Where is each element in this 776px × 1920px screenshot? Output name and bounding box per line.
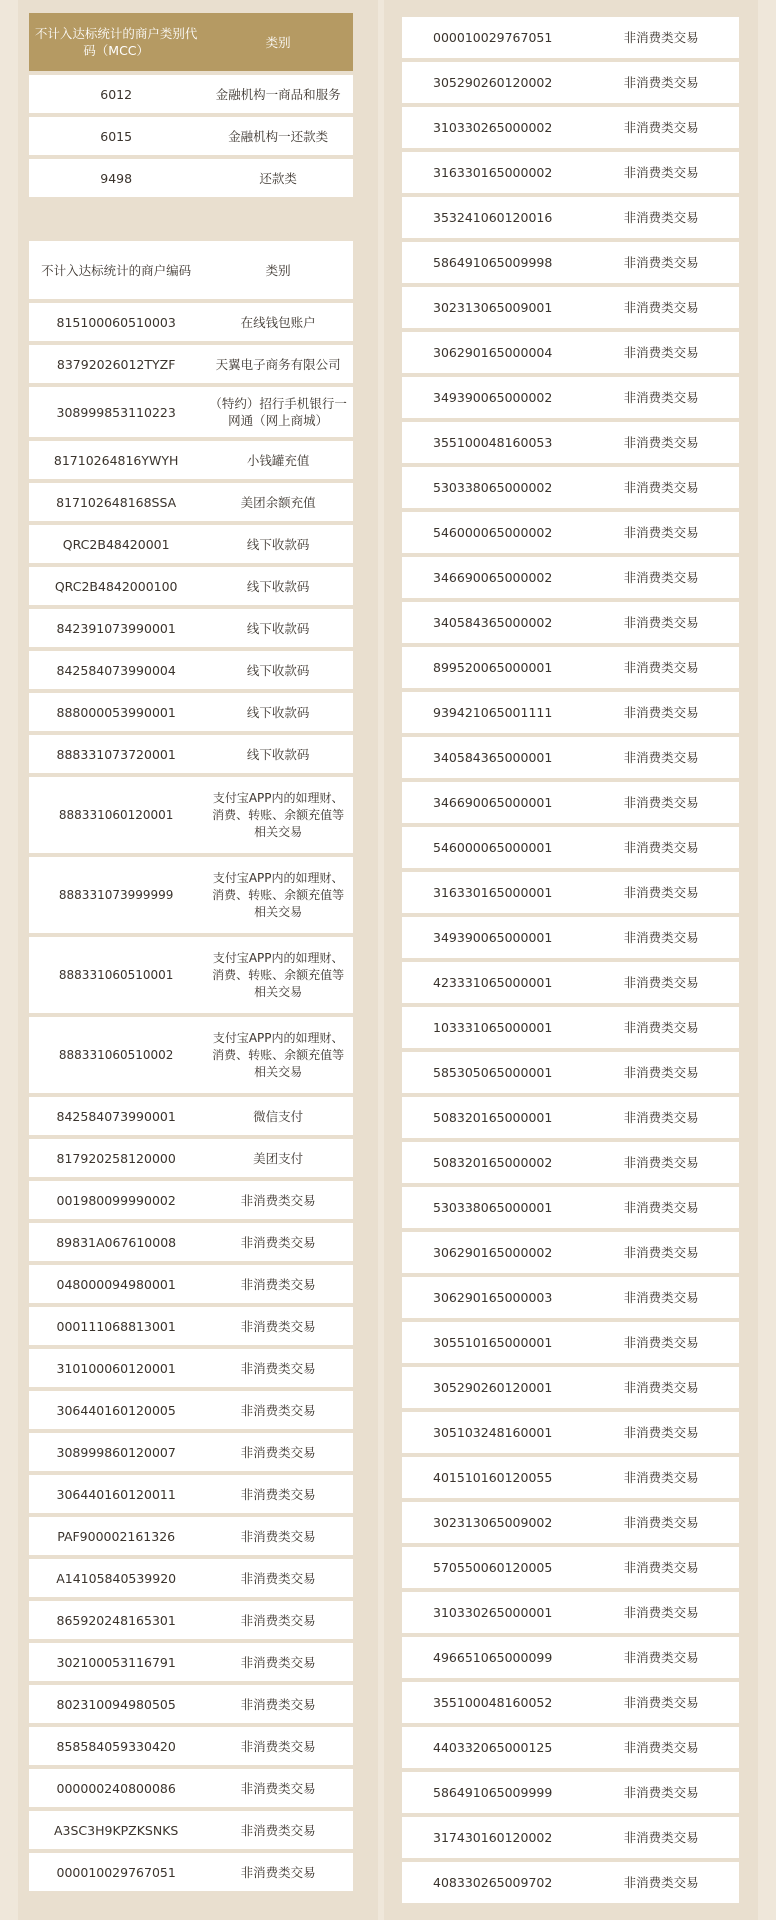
merchant-row	[402, 1502, 739, 1543]
merchant-row	[402, 197, 739, 238]
category-cell: 非消费类交易	[583, 557, 739, 598]
category-cell: 非消费类交易	[583, 1052, 739, 1093]
category-cell: 非消费类交易	[203, 1811, 353, 1849]
merchant-row	[402, 242, 739, 283]
code-cell: 546000065000001	[402, 827, 583, 868]
category-cell: 金融机构一商品和服务	[203, 75, 353, 113]
code-cell: 815100060510003	[29, 303, 203, 341]
category-cell: 非消费类交易	[203, 1517, 353, 1555]
code-cell: 306290165000003	[402, 1277, 583, 1318]
category-cell: 非消费类交易	[203, 1475, 353, 1513]
code-cell: 440332065000125	[402, 1727, 583, 1768]
category-cell: 非消费类交易	[203, 1391, 353, 1429]
merchant-row	[402, 1232, 739, 1273]
merchant-row	[402, 1862, 739, 1903]
category-cell: 非消费类交易	[583, 1682, 739, 1723]
mcc-row	[29, 159, 353, 197]
spacer-cell	[203, 201, 353, 237]
category-cell: 线下收款码	[203, 735, 353, 773]
category-cell: 非消费类交易	[583, 467, 739, 508]
category-cell: 非消费类交易	[583, 1502, 739, 1543]
merchant-row	[402, 152, 739, 193]
code-cell: 939421065001111	[402, 692, 583, 733]
merchant-row	[402, 1727, 739, 1768]
merchant-row	[402, 782, 739, 823]
code-cell: 306440160120005	[29, 1391, 203, 1429]
merchant-row	[402, 1817, 739, 1858]
merchant-row	[29, 1139, 353, 1177]
merchant-header-code: 不计入达标统计的商户编码	[29, 241, 203, 299]
code-cell: 888000053990001	[29, 693, 203, 731]
merchant-row	[402, 827, 739, 868]
category-cell: 支付宝APP内的如理财、消费、转账、余额充值等相关交易	[203, 777, 353, 853]
merchant-row	[29, 1517, 353, 1555]
category-cell: 非消费类交易	[583, 602, 739, 643]
mcc-row	[29, 117, 353, 155]
merchant-row	[402, 1142, 739, 1183]
merchant-row	[29, 387, 353, 437]
merchant-row	[29, 1769, 353, 1807]
category-cell: 非消费类交易	[203, 1601, 353, 1639]
category-cell: 非消费类交易	[583, 332, 739, 373]
merchant-row	[402, 1412, 739, 1453]
mcc-header-code: 不计入达标统计的商户类别代码（MCC）	[29, 13, 203, 71]
merchant-row	[402, 1637, 739, 1678]
code-cell: 340584365000002	[402, 602, 583, 643]
code-cell: 302313065009001	[402, 287, 583, 328]
category-cell: 非消费类交易	[203, 1181, 353, 1219]
code-cell: 401510160120055	[402, 1457, 583, 1498]
code-cell: 308999853110223	[29, 387, 203, 437]
category-cell: 支付宝APP内的如理财、消费、转账、余额充值等相关交易	[203, 1017, 353, 1093]
merchant-row	[402, 917, 739, 958]
code-cell: QRC2B48420001	[29, 525, 203, 563]
category-cell: 线下收款码	[203, 693, 353, 731]
category-cell: 非消费类交易	[583, 1862, 739, 1903]
category-cell: 非消费类交易	[583, 1007, 739, 1048]
category-cell: 非消费类交易	[203, 1349, 353, 1387]
merchant-row	[29, 303, 353, 341]
category-cell: 小钱罐充值	[203, 441, 353, 479]
merchant-row	[29, 567, 353, 605]
code-cell: 305103248160001	[402, 1412, 583, 1453]
category-cell: 非消费类交易	[583, 1592, 739, 1633]
code-cell: 306290165000004	[402, 332, 583, 373]
merchant-row	[29, 1433, 353, 1471]
category-cell: 还款类	[203, 159, 353, 197]
code-cell: 530338065000002	[402, 467, 583, 508]
code-cell: A14105840539920	[29, 1559, 203, 1597]
code-cell: 81710264816YWYH	[29, 441, 203, 479]
merchant-row	[29, 1559, 353, 1597]
category-cell: 非消费类交易	[583, 827, 739, 868]
code-cell: 302313065009002	[402, 1502, 583, 1543]
code-cell: PAF900002161326	[29, 1517, 203, 1555]
code-cell: 302100053116791	[29, 1643, 203, 1681]
category-cell: 非消费类交易	[203, 1433, 353, 1471]
merchant-row	[29, 1811, 353, 1849]
category-cell: 非消费类交易	[583, 1232, 739, 1273]
spacer-row	[29, 201, 353, 237]
category-cell: 金融机构一还款类	[203, 117, 353, 155]
code-cell: 346690065000001	[402, 782, 583, 823]
code-cell: 305290260120002	[402, 62, 583, 103]
category-cell: 线下收款码	[203, 525, 353, 563]
category-cell: 非消费类交易	[203, 1727, 353, 1765]
code-cell: 310330265000001	[402, 1592, 583, 1633]
code-cell: 355100048160052	[402, 1682, 583, 1723]
merchant-row	[402, 1457, 739, 1498]
merchant-row	[29, 345, 353, 383]
category-cell: 线下收款码	[203, 609, 353, 647]
code-cell: 888331073720001	[29, 735, 203, 773]
category-cell: 非消费类交易	[583, 152, 739, 193]
code-cell: 353241060120016	[402, 197, 583, 238]
merchant-row	[402, 377, 739, 418]
merchant-row	[402, 512, 739, 553]
code-cell: 306290165000002	[402, 1232, 583, 1273]
category-cell: 非消费类交易	[583, 1817, 739, 1858]
category-cell: 非消费类交易	[583, 1547, 739, 1588]
code-cell: 346690065000002	[402, 557, 583, 598]
category-cell: 非消费类交易	[583, 242, 739, 283]
merchant-row	[402, 647, 739, 688]
category-cell: 非消费类交易	[583, 287, 739, 328]
category-cell: 微信支付	[203, 1097, 353, 1135]
category-cell: 非消费类交易	[583, 422, 739, 463]
merchant-row	[29, 857, 353, 933]
code-cell: 408330265009702	[402, 1862, 583, 1903]
category-cell: 非消费类交易	[583, 692, 739, 733]
category-cell: 支付宝APP内的如理财、消费、转账、余额充值等相关交易	[203, 857, 353, 933]
right-panel	[384, 0, 758, 1920]
merchant-row	[29, 1349, 353, 1387]
code-cell: 310330265000002	[402, 107, 583, 148]
code-cell: 310100060120001	[29, 1349, 203, 1387]
merchant-row	[29, 1643, 353, 1681]
merchant-row	[29, 1727, 353, 1765]
spacer-cell	[29, 201, 203, 237]
merchant-row	[402, 1052, 739, 1093]
left-panel	[18, 0, 378, 1920]
code-cell: 316330165000001	[402, 872, 583, 913]
code-cell: 305510165000001	[402, 1322, 583, 1363]
code-cell: 316330165000002	[402, 152, 583, 193]
category-cell: 非消费类交易	[203, 1643, 353, 1681]
code-cell: 888331073999999	[29, 857, 203, 933]
code-cell: 000010029767051	[29, 1853, 203, 1891]
code-cell: 103331065000001	[402, 1007, 583, 1048]
merchant-row	[402, 1097, 739, 1138]
category-cell: 非消费类交易	[583, 1097, 739, 1138]
code-cell: 585305065000001	[402, 1052, 583, 1093]
category-cell: 非消费类交易	[583, 917, 739, 958]
code-cell: 842584073990001	[29, 1097, 203, 1135]
merchant-row	[29, 1223, 353, 1261]
merchant-row	[402, 692, 739, 733]
code-cell: 423331065000001	[402, 962, 583, 1003]
left-table	[29, 9, 353, 1895]
code-cell: 888331060120001	[29, 777, 203, 853]
category-cell: 非消费类交易	[583, 1412, 739, 1453]
category-cell: 非消费类交易	[583, 1322, 739, 1363]
merchant-row	[402, 1277, 739, 1318]
category-cell: 非消费类交易	[583, 1637, 739, 1678]
code-cell: QRC2B4842000100	[29, 567, 203, 605]
code-cell: 355100048160053	[402, 422, 583, 463]
category-cell: 非消费类交易	[203, 1769, 353, 1807]
category-cell: 非消费类交易	[583, 107, 739, 148]
merchant-row	[402, 1547, 739, 1588]
category-cell: 非消费类交易	[583, 17, 739, 58]
category-cell: 非消费类交易	[203, 1853, 353, 1891]
category-cell: 线下收款码	[203, 567, 353, 605]
code-cell: 508320165000001	[402, 1097, 583, 1138]
merchant-header-row	[29, 241, 353, 299]
category-cell: 非消费类交易	[583, 1727, 739, 1768]
mcc-header-row	[29, 13, 353, 71]
category-cell: 非消费类交易	[583, 1457, 739, 1498]
merchant-row	[29, 651, 353, 689]
category-cell: 非消费类交易	[583, 737, 739, 778]
merchant-row	[402, 1187, 739, 1228]
merchant-row	[29, 1475, 353, 1513]
category-cell: 非消费类交易	[203, 1265, 353, 1303]
category-cell: 非消费类交易	[583, 62, 739, 103]
code-cell: 349390065000001	[402, 917, 583, 958]
category-cell: 非消费类交易	[583, 1367, 739, 1408]
category-cell: 支付宝APP内的如理财、消费、转账、余额充值等相关交易	[203, 937, 353, 1013]
category-cell: 非消费类交易	[583, 512, 739, 553]
category-cell: 在线钱包账户	[203, 303, 353, 341]
merchant-row	[29, 735, 353, 773]
merchant-row	[29, 1601, 353, 1639]
merchant-row	[402, 1367, 739, 1408]
merchant-header-category: 类别	[203, 241, 353, 299]
merchant-row	[29, 441, 353, 479]
merchant-row	[402, 17, 739, 58]
code-cell: 048000094980001	[29, 1265, 203, 1303]
merchant-row	[29, 1307, 353, 1345]
merchant-row	[29, 1685, 353, 1723]
code-cell: 6015	[29, 117, 203, 155]
code-cell: 888331060510002	[29, 1017, 203, 1093]
category-cell: 非消费类交易	[583, 197, 739, 238]
merchant-row	[402, 287, 739, 328]
category-cell: 美团余额充值	[203, 483, 353, 521]
category-cell: 非消费类交易	[583, 962, 739, 1003]
code-cell: 899520065000001	[402, 647, 583, 688]
category-cell: 非消费类交易	[583, 872, 739, 913]
merchant-row	[29, 1265, 353, 1303]
code-cell: 858584059330420	[29, 1727, 203, 1765]
merchant-row	[29, 1097, 353, 1135]
merchant-row	[29, 777, 353, 853]
category-cell: 非消费类交易	[203, 1685, 353, 1723]
merchant-row	[402, 1682, 739, 1723]
code-cell: 317430160120002	[402, 1817, 583, 1858]
category-cell: （特约）招行手机银行一网通（网上商城）	[203, 387, 353, 437]
category-cell: 非消费类交易	[203, 1307, 353, 1345]
merchant-row	[402, 1007, 739, 1048]
code-cell: 9498	[29, 159, 203, 197]
category-cell: 非消费类交易	[583, 647, 739, 688]
merchant-row	[402, 1592, 739, 1633]
merchant-row	[402, 332, 739, 373]
merchant-row	[402, 107, 739, 148]
mcc-header-category: 类别	[203, 13, 353, 71]
merchant-row	[402, 602, 739, 643]
mcc-row	[29, 75, 353, 113]
merchant-row	[29, 1017, 353, 1093]
category-cell: 非消费类交易	[583, 1772, 739, 1813]
code-cell: 530338065000001	[402, 1187, 583, 1228]
code-cell: 842584073990004	[29, 651, 203, 689]
code-cell: 496651065000099	[402, 1637, 583, 1678]
category-cell: 天翼电子商务有限公司	[203, 345, 353, 383]
category-cell: 非消费类交易	[203, 1223, 353, 1261]
merchant-row	[402, 467, 739, 508]
category-cell: 美团支付	[203, 1139, 353, 1177]
code-cell: 865920248165301	[29, 1601, 203, 1639]
code-cell: 586491065009998	[402, 242, 583, 283]
merchant-row	[402, 422, 739, 463]
merchant-row	[29, 693, 353, 731]
category-cell: 非消费类交易	[203, 1559, 353, 1597]
merchant-row	[402, 1322, 739, 1363]
category-cell: 非消费类交易	[583, 1277, 739, 1318]
category-cell: 非消费类交易	[583, 1142, 739, 1183]
code-cell: 000000240800086	[29, 1769, 203, 1807]
code-cell: 508320165000002	[402, 1142, 583, 1183]
code-cell: 570550060120005	[402, 1547, 583, 1588]
code-cell: 6012	[29, 75, 203, 113]
code-cell: 83792026012TYZF	[29, 345, 203, 383]
merchant-row	[29, 609, 353, 647]
merchant-row	[29, 937, 353, 1013]
code-cell: 000111068813001	[29, 1307, 203, 1345]
code-cell: 349390065000002	[402, 377, 583, 418]
code-cell: 546000065000002	[402, 512, 583, 553]
merchant-row	[29, 1391, 353, 1429]
code-cell: A3SC3H9KPZKSNKS	[29, 1811, 203, 1849]
code-cell: 305290260120001	[402, 1367, 583, 1408]
code-cell: 308999860120007	[29, 1433, 203, 1471]
code-cell: 306440160120011	[29, 1475, 203, 1513]
code-cell: 817920258120000	[29, 1139, 203, 1177]
merchant-row	[402, 872, 739, 913]
category-cell: 线下收款码	[203, 651, 353, 689]
merchant-row	[29, 1853, 353, 1891]
code-cell: 842391073990001	[29, 609, 203, 647]
code-cell: 340584365000001	[402, 737, 583, 778]
code-cell: 000010029767051	[402, 17, 583, 58]
merchant-row	[402, 62, 739, 103]
code-cell: 586491065009999	[402, 1772, 583, 1813]
merchant-row	[402, 1772, 739, 1813]
right-table	[402, 13, 739, 1907]
code-cell: 89831A067610008	[29, 1223, 203, 1261]
code-cell: 802310094980505	[29, 1685, 203, 1723]
merchant-row	[402, 962, 739, 1003]
merchant-row	[402, 557, 739, 598]
merchant-row	[29, 525, 353, 563]
code-cell: 001980099990002	[29, 1181, 203, 1219]
merchant-row	[402, 737, 739, 778]
code-cell: 888331060510001	[29, 937, 203, 1013]
category-cell: 非消费类交易	[583, 377, 739, 418]
category-cell: 非消费类交易	[583, 782, 739, 823]
category-cell: 非消费类交易	[583, 1187, 739, 1228]
merchant-row	[29, 1181, 353, 1219]
code-cell: 817102648168SSA	[29, 483, 203, 521]
merchant-row	[29, 483, 353, 521]
